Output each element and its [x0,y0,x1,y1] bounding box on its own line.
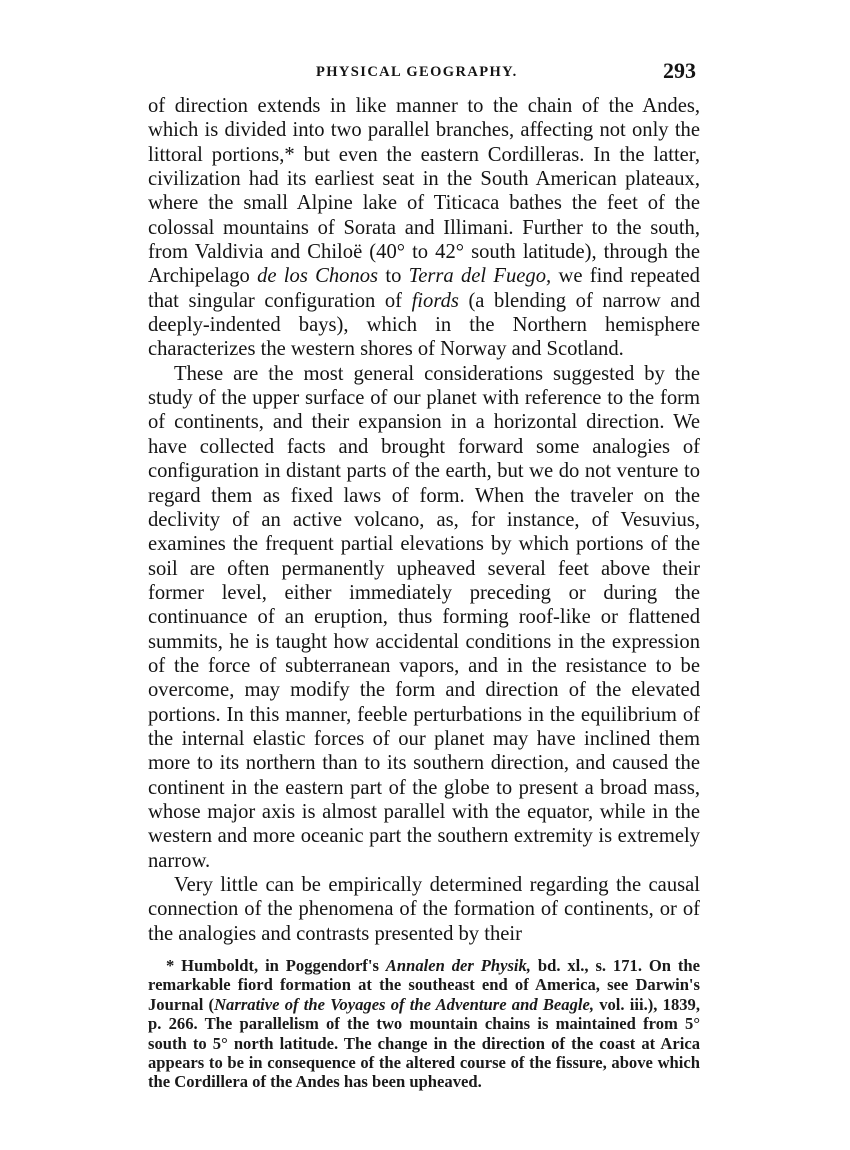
italic-run: Annalen der Physik, [385,956,531,976]
page-number: 293 [663,58,696,83]
footnote-text [148,956,700,1092]
text-run: we find repeated that singular configuration of [148,265,700,312]
paragraph-andes-continuation [148,94,700,362]
text-run: (a blending of narrow and deeply-indented bays), which in the Northern hemisphere characterizes the western shores of Norway and Scotland. [148,289,700,361]
text-run: Very little can be empirically determined regarding the causal connection of the phenomena of the formation of continents, or of the analogies and contrasts presented by their [148,874,700,945]
running-head-title: PHYSICAL GEOGRAPHY. [316,64,518,80]
text-run: bd. xl., s. 171. On the remarkable fiord formation at the southeast end of America, see Darwin's Journal ( [148,956,700,1014]
book-page [148,58,700,1092]
italic-run: fiords [411,289,459,312]
text-run: of direction extends in like manner to the chain of the Andes, which is divided into two parallel branches, affecting not only the littoral portions,* but even the eastern Cordilleras. In the latter, civilization had its earliest seat in the South American plateaux, where the small Alpine lake of Titicaca bathes the feet of the colossal mountains of Sorata and Illimani. Further to the south, from Valdivia and Chiloë (40° to 42° south latitude), through the Archipelago [148,95,700,288]
italic-run: Terra del Fuego, [408,265,552,288]
paragraph-causal-connection [148,873,700,946]
footnote [148,956,700,1092]
italic-run: Narrative of the Voyages of the Adventure and Beagle, [214,994,594,1014]
text-run: to [378,265,409,288]
running-head [148,58,700,94]
text-run: * Humboldt, in Poggendorf's [166,956,386,976]
paragraph-general-considerations [148,362,700,873]
body-text [148,94,700,946]
italic-run: de los Chonos [257,265,379,288]
text-run: vol. iii.), 1839, p. 266. The parallelism of the two mountain chains is maintained from 5° south to 5° north latitude. The change in the direction of the coast at Arica appears to be in consequence of the altered course of the fissure, above which the Cordillera of the Andes has been upheaved. [148,994,700,1092]
text-run: These are the most general considerations suggested by the study of the upper surface of our planet with reference to the form of continents, and their expansion in a horizontal direction. We have collected facts and brought forward some analogies of configuration in distant parts of the earth, but we do not venture to regard them as fixed laws of form. When the traveler on the declivity of an active volcano, as, for instance, of Vesuvius, examines the frequent partial elevations by which portions of the soil are often permanently upheaved several feet above their former level, either immediately preceding or during the continuance of an eruption, thus forming roof-like or flattened summits, he is taught how accidental conditions in the expression of the force of subterranean vapors, and in the resistance to be overcome, may modify the form and direction of the elevated portions. In this manner, feeble perturbations in the equilibrium of the internal elastic forces of our planet may have inclined them more to its northern than to its southern direction, and caused the continent in the eastern part of the globe to present a broad mass, whose major axis is almost parallel with the equator, while in the western and more oceanic part the southern extremity is extremely narrow. [148,362,700,872]
